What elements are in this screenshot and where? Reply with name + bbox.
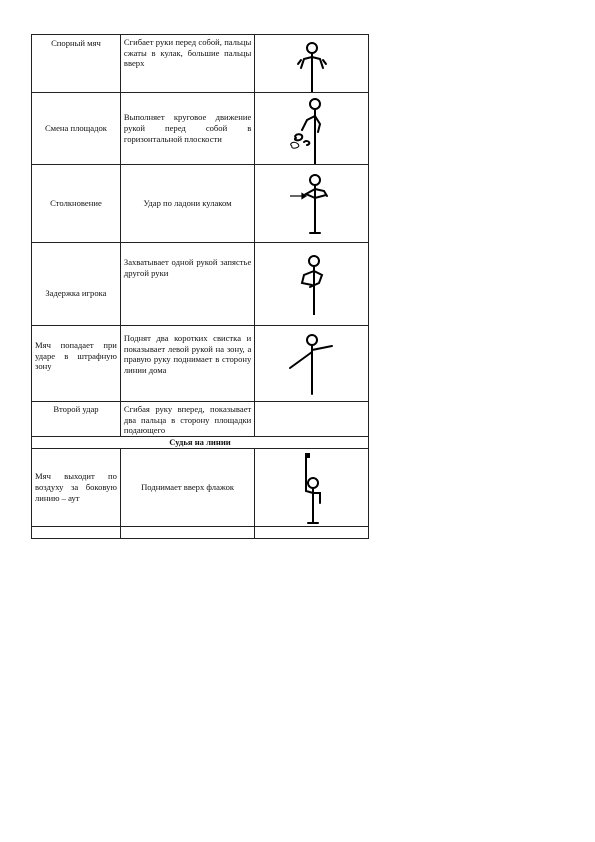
signal-figure-cell bbox=[255, 93, 369, 165]
signal-description: Сгибая руку вперед, показывает два пальца в сторону площадки подающего bbox=[120, 402, 254, 437]
signal-name: Мяч попадает при ударе в штрафную зону bbox=[32, 326, 121, 402]
section-title: Судья на линии bbox=[32, 437, 369, 449]
table-row bbox=[32, 93, 369, 165]
table-row bbox=[32, 243, 369, 326]
referee-jump-ball-figure bbox=[282, 36, 342, 92]
table-row bbox=[32, 326, 369, 402]
line-judge-flag-figure bbox=[282, 449, 342, 525]
signal-description: Поднят два коротких свистка и показывает левой рукой на зону, а правую руку поднимает в сторону линии дома bbox=[120, 326, 254, 402]
signal-description: Удар по ладони кулаком bbox=[120, 165, 254, 243]
table-row bbox=[32, 448, 369, 526]
signal-name: Мяч выходит по воздуху за боковую линию – аут bbox=[32, 448, 121, 526]
table-row bbox=[32, 402, 369, 437]
table-row bbox=[32, 35, 369, 93]
section-header-row bbox=[32, 437, 369, 449]
referee-holding-figure bbox=[282, 253, 342, 315]
referee-change-courts-figure bbox=[282, 94, 342, 164]
signal-description: Сгибает руки перед собой, пальцы сжаты в кулак, большие пальцы вверх bbox=[120, 35, 254, 93]
table-row bbox=[32, 165, 369, 243]
signal-figure-cell bbox=[255, 402, 369, 437]
signal-description: Выполняет круговое движение рукой перед собой в горизонтальной плоскости bbox=[120, 93, 254, 165]
referee-penalty-zone-figure bbox=[272, 332, 352, 396]
signal-figure-cell bbox=[255, 165, 369, 243]
signal-figure-cell bbox=[255, 35, 369, 93]
signal-name: Смена площадок bbox=[32, 93, 121, 165]
empty-cell bbox=[255, 526, 369, 538]
signal-description: Захватывает одной рукой запястье другой руки bbox=[120, 243, 254, 326]
signal-description: Поднимает вверх флажок bbox=[120, 448, 254, 526]
signal-name: Задержка игрока bbox=[32, 243, 121, 326]
empty-cell bbox=[120, 526, 254, 538]
table-row-empty bbox=[32, 526, 369, 538]
signal-name: Столкновение bbox=[32, 165, 121, 243]
referee-collision-figure bbox=[282, 171, 342, 237]
signal-figure-cell bbox=[255, 243, 369, 326]
empty-cell bbox=[32, 526, 121, 538]
signal-figure-cell bbox=[255, 448, 369, 526]
referee-signals-table bbox=[31, 34, 369, 539]
signal-name: Второй удар bbox=[32, 402, 121, 437]
signal-figure-cell bbox=[255, 326, 369, 402]
signal-name: Спорный мяч bbox=[32, 35, 121, 93]
